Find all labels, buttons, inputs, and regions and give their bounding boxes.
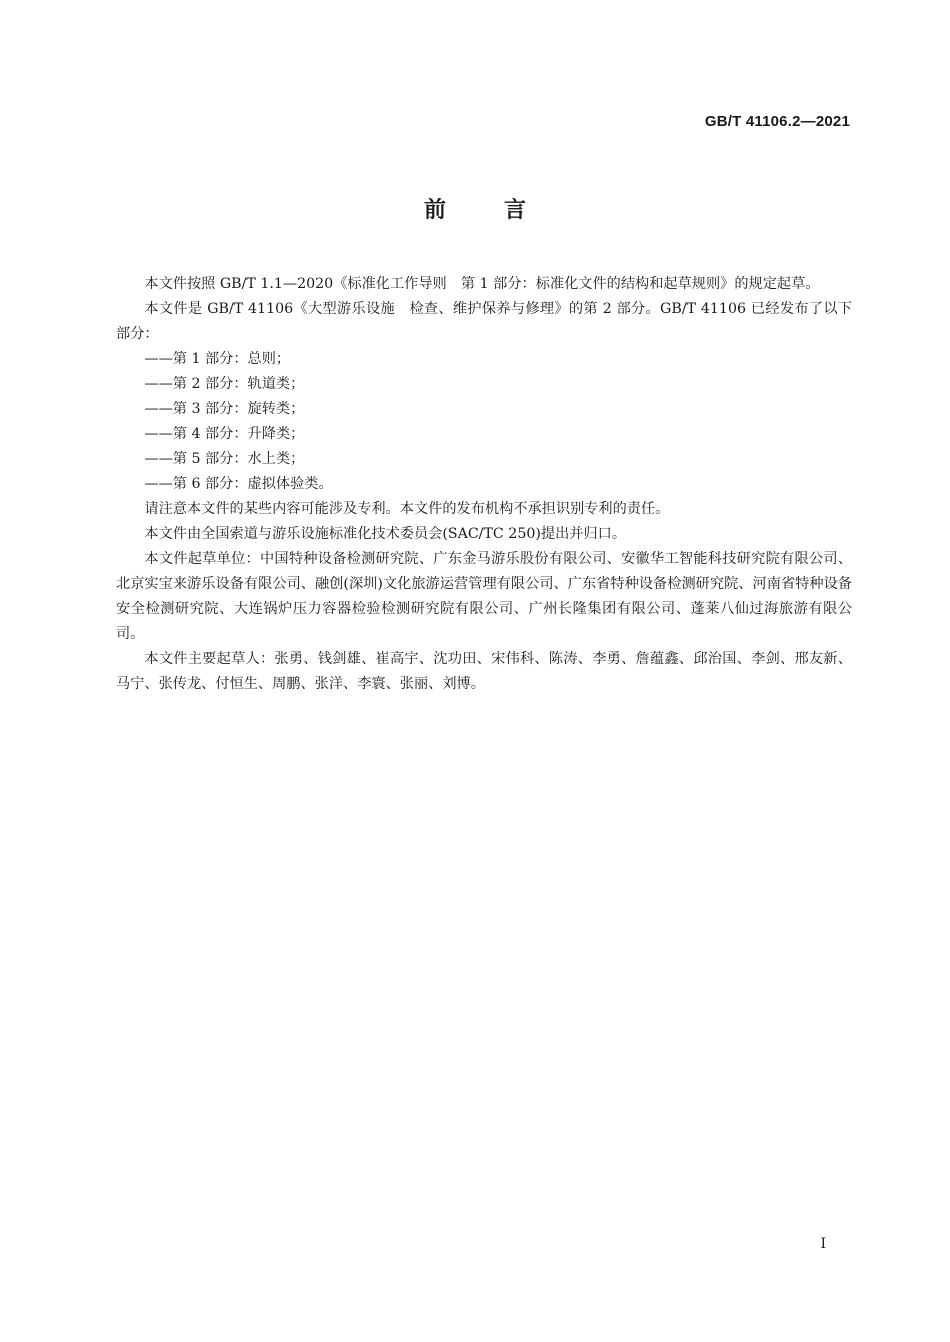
list-item: ——第 5 部分：水上类； [144,451,305,467]
foreword-body [116,272,852,697]
paragraph-patent-notice: 请注意本文件的某些内容可能涉及专利。本文件的发布机构不承担识别专利的责任。 [144,501,670,517]
list-item: ——第 1 部分：总则； [144,351,291,367]
paragraph-drafting-units: 本文件起草单位：中国特种设备检测研究院、广东金马游乐股份有限公司、安徽华工智能科技研究院有限公司、北京实宝来游乐设备有限公司、融创(深圳)文化旅游运营管理有限公司、广东省特种设备检测研究院、河南省特种设备安全检测研究院、大连锅炉压力容器检验检测研究院有限公司、广州长隆集团有限公司、蓬莱八仙过海旅游有限公司。 [116,551,852,642]
list-item: ——第 2 部分：轨道类； [144,376,305,392]
paragraph-drafting-rules: 本文件按照 GB/T 1.1—2020《标准化工作导则 第 1 部分：标准化文件的结构和起草规则》的规定起草。 [144,276,820,292]
parts-list [116,347,852,497]
page-number: I [820,1236,826,1252]
paragraph-proposer: 本文件由全国索道与游乐设施标准化技术委员会(SAC/TC 250)提出并归口。 [144,526,627,542]
paragraph-drafters: 本文件主要起草人：张勇、钱剑雄、崔高宇、沈功田、宋伟科、陈涛、李勇、詹蕴鑫、邱治国、李剑、邢友新、马宁、张传龙、付恒生、周鹏、张洋、李寰、张丽、刘博。 [116,651,852,692]
paragraph-series-description: 本文件是 GB/T 41106《大型游乐设施 检查、维护保养与修理》的第 2 部分。GB/T 41106 已经发布了以下部分： [116,301,852,342]
list-item: ——第 3 部分：旋转类； [144,401,305,417]
list-item: ——第 6 部分：虚拟体验类。 [144,476,333,492]
list-item: ——第 4 部分：升降类； [144,426,305,442]
page-title: 前言 [423,198,584,223]
standard-code: GB/T 41106.2—2021 [704,113,850,130]
